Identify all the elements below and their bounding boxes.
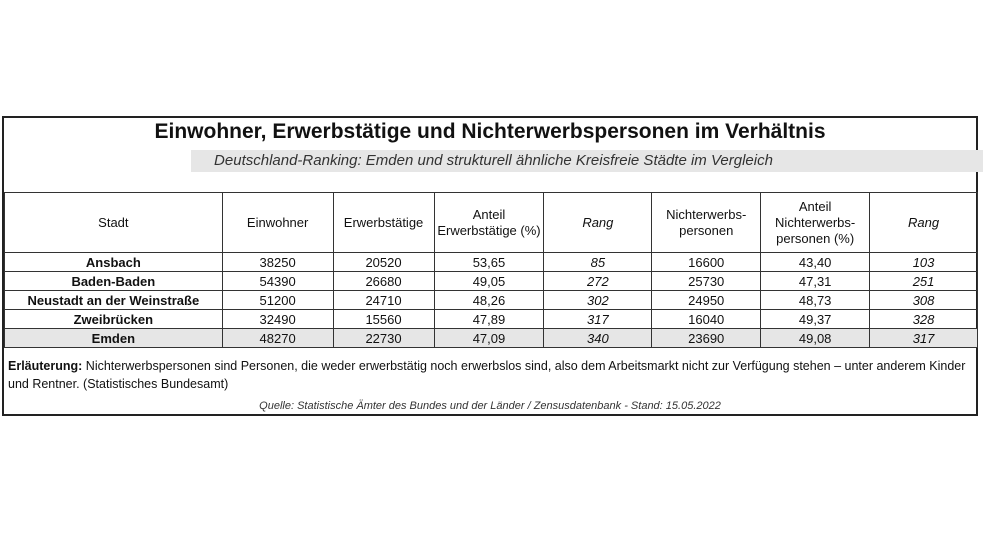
table-row [5, 272, 978, 291]
cell-nichterwerbspersonen: 16040 [652, 310, 761, 329]
header-anteil-erwerbstaetige: Anteil Erwerbstätige (%) [434, 193, 544, 253]
cell-anteil-erwerbstaetige: 48,26 [434, 291, 544, 310]
data-table [4, 192, 978, 348]
cell-einwohner: 32490 [222, 310, 333, 329]
header-rang-2: Rang [870, 193, 978, 253]
cell-stadt: Neustadt an der Weinstraße [5, 291, 223, 310]
table-title: Einwohner, Erwerbstätige und Nichterwerbspersonen im Verhältnis [154, 120, 826, 143]
cell-einwohner: 54390 [222, 272, 333, 291]
cell-anteil-erwerbstaetige: 47,09 [434, 329, 544, 348]
cell-anteil-erwerbstaetige: 49,05 [434, 272, 544, 291]
cell-anteil-nichterwerbspersonen: 43,40 [761, 253, 870, 272]
cell-erwerbstaetige: 24710 [333, 291, 434, 310]
cell-nichterwerbspersonen: 24950 [652, 291, 761, 310]
table-row [5, 253, 978, 272]
cell-erwerbstaetige: 22730 [333, 329, 434, 348]
cell-nichterwerbspersonen: 25730 [652, 272, 761, 291]
note-label: Erläuterung: [8, 359, 83, 373]
cell-rang-1: 85 [544, 253, 652, 272]
cell-rang-1: 340 [544, 329, 652, 348]
table-row [5, 310, 978, 329]
source-line: Quelle: Statistische Ämter des Bundes und der Länder / Zensusdatenbank - Stand: 15.05.2022 [259, 400, 721, 412]
explanation-note [8, 357, 974, 393]
header-nichterwerbspersonen: Nichterwerbs-personen [652, 193, 761, 253]
cell-erwerbstaetige: 26680 [333, 272, 434, 291]
table-subtitle: Deutschland-Ranking: Emden und strukturell ähnliche Kreisfreie Städte im Vergleich [214, 152, 773, 169]
cell-anteil-nichterwerbspersonen: 49,08 [761, 329, 870, 348]
cell-nichterwerbspersonen: 23690 [652, 329, 761, 348]
header-einwohner: Einwohner [222, 193, 333, 253]
cell-rang-2: 251 [870, 272, 978, 291]
header-erwerbstaetige: Erwerbstätige [333, 193, 434, 253]
cell-einwohner: 51200 [222, 291, 333, 310]
header-rang-1: Rang [544, 193, 652, 253]
cell-nichterwerbspersonen: 16600 [652, 253, 761, 272]
table-subtitle-bar [191, 150, 983, 172]
cell-erwerbstaetige: 20520 [333, 253, 434, 272]
cell-einwohner: 38250 [222, 253, 333, 272]
cell-rang-2: 328 [870, 310, 978, 329]
cell-rang-1: 317 [544, 310, 652, 329]
header-row [5, 193, 978, 253]
cell-rang-2: 308 [870, 291, 978, 310]
cell-rang-1: 302 [544, 291, 652, 310]
cell-stadt: Ansbach [5, 253, 223, 272]
cell-anteil-nichterwerbspersonen: 49,37 [761, 310, 870, 329]
cell-erwerbstaetige: 15560 [333, 310, 434, 329]
cell-einwohner: 48270 [222, 329, 333, 348]
cell-anteil-erwerbstaetige: 47,89 [434, 310, 544, 329]
cell-stadt: Zweibrücken [5, 310, 223, 329]
table-row-highlighted [5, 329, 978, 348]
table-row [5, 291, 978, 310]
cell-anteil-nichterwerbspersonen: 47,31 [761, 272, 870, 291]
table-frame [2, 116, 978, 416]
cell-rang-1: 272 [544, 272, 652, 291]
cell-stadt: Emden [5, 329, 223, 348]
cell-anteil-nichterwerbspersonen: 48,73 [761, 291, 870, 310]
header-anteil-nichterwerbspersonen: Anteil Nichterwerbs-personen (%) [761, 193, 870, 253]
cell-rang-2: 103 [870, 253, 978, 272]
cell-rang-2: 317 [870, 329, 978, 348]
cell-anteil-erwerbstaetige: 53,65 [434, 253, 544, 272]
header-stadt: Stadt [5, 193, 223, 253]
cell-stadt: Baden-Baden [5, 272, 223, 291]
note-text: Nichterwerbspersonen sind Personen, die weder erwerbstätig noch erwerbslos sind, also dem Arbeitsmarkt nicht zur Verfügung stehen – unter anderem Kinder und Rentner. (Statistisches Bundesamt) [8, 359, 966, 391]
